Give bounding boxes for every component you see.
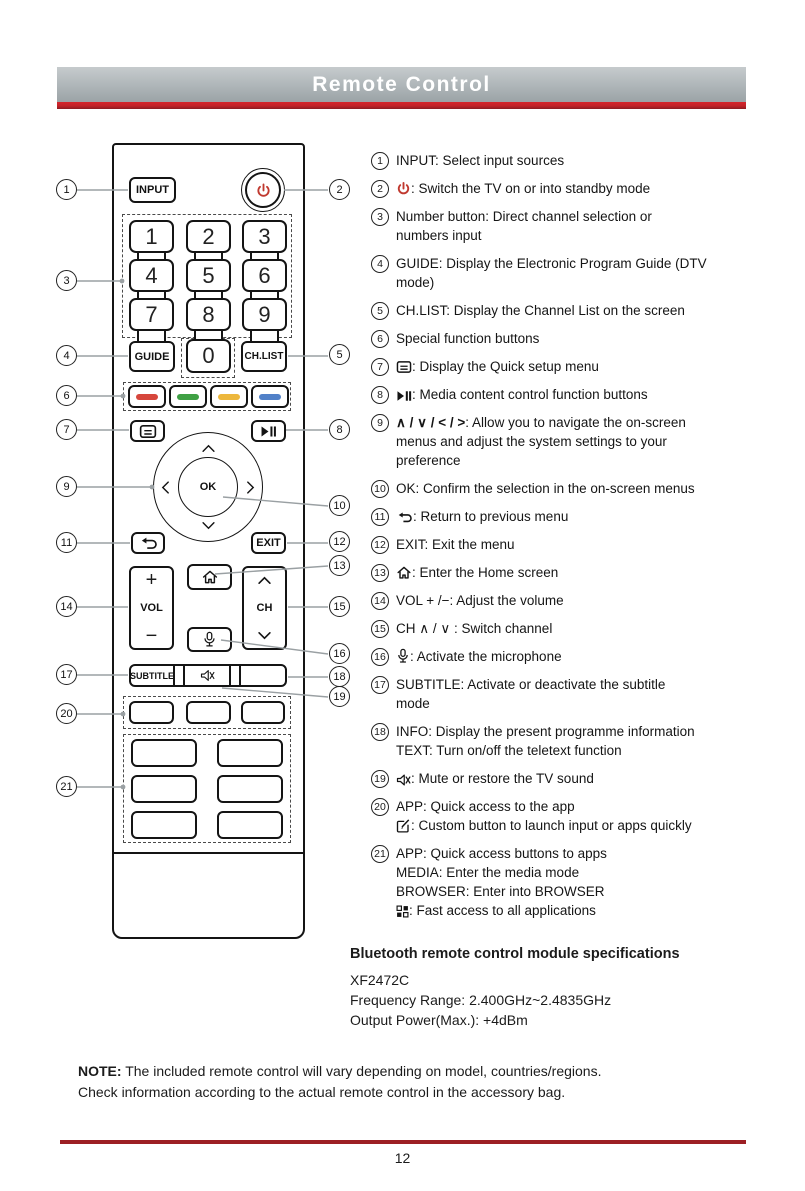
list-item: 6 Special function buttons [371,329,801,348]
remote-lower-divider [113,852,304,854]
home-button [187,564,232,590]
red-button [128,385,166,408]
mute-button [185,666,229,685]
list-item: 1 INPUT: Select input sources [371,151,801,170]
callout-16: 16 [329,643,350,664]
callout-13: 13 [329,555,350,576]
digit-2-button: 2 [186,220,231,253]
list-item: 2 : Switch the TV on or into standby mode [371,179,801,198]
app-quick-button-1 [129,701,174,724]
list-item: 16 : Activate the microphone [371,647,801,666]
mic-icon [202,631,217,648]
digit-6-button: 6 [242,259,287,292]
exit-button: EXIT [251,532,286,554]
list-item: 19 : Mute or restore the TV sound [371,769,801,788]
digit-4-button: 4 [129,259,174,292]
callout-5: 5 [329,344,350,365]
callout-12: 12 [329,531,350,552]
media-button [217,739,283,767]
callout-3: 3 [56,270,77,291]
page-number: 12 [394,1150,411,1166]
header-red-rule [57,102,746,109]
subtitle-button: SUBTITLE [130,670,174,681]
digit-7-button: 7 [129,298,174,331]
power-button [245,172,281,208]
segment-divider [229,664,241,687]
bluetooth-specs [350,946,780,1030]
green-key-mark [177,394,199,400]
digit-8-button: 8 [186,298,231,331]
list-item: 14 VOL + /−: Adjust the volume [371,591,801,610]
custom-icon [396,818,411,833]
digit-3-button: 3 [242,220,287,253]
callout-15: 15 [329,596,350,617]
specs-power: Output Power(Max.): +4dBm [350,1012,528,1028]
nav-down-icon [201,521,216,530]
list-item: 18 INFO: Display the present programme information TEXT: Turn on/off the teletext function [371,722,801,760]
return-icon [396,511,413,524]
nav-up-icon [201,444,216,453]
info-text-button [241,666,285,685]
green-button [169,385,207,408]
ch-up-icon [257,576,272,585]
yellow-key-mark [218,394,240,400]
apps-grid-icon [396,905,409,918]
callout-19: 19 [329,686,350,707]
list-item: 4 GUIDE: Display the Electronic Program Guide (DTV mode) [371,254,801,292]
list-item: 3 Number button: Direct channel selection or numbers input [371,207,801,245]
red-key-mark [136,394,158,400]
list-item: 13 : Enter the Home screen [371,563,801,582]
digit-5-button: 5 [186,259,231,292]
digit-1-button: 1 [129,220,174,253]
callout-4: 4 [56,345,77,366]
home-icon [396,565,412,580]
vol-label: VOL [140,602,163,614]
list-item: 8 : Media content control function buttons [371,385,801,404]
vol-plus-label: + [145,569,158,591]
callout-6: 6 [56,385,77,406]
list-item: 7 : Display the Quick setup menu [371,357,801,376]
power-icon [396,181,411,196]
callout-1: 1 [56,179,77,200]
callout-20: 20 [56,703,77,724]
blue-key-mark [259,394,281,400]
ch-label: CH [256,602,273,614]
nav-left-icon [161,480,170,495]
section-header-bar [57,67,746,102]
segment-divider [173,664,185,687]
app-extra-button-2 [217,811,283,839]
channel-rocker [242,566,287,650]
page-title: Remote Control [312,72,491,96]
nav-right-icon [246,480,255,495]
mic-button [187,627,232,652]
vol-minus-label: − [145,625,158,647]
specs-frequency: Frequency Range: 2.400GHz~2.4835GHz [350,992,612,1008]
home-icon [201,569,219,585]
list-item: 20 APP: Quick access to the app : Custom button to launch input or apps quickly [371,797,801,835]
mute-icon [200,669,215,682]
list-item: 11 : Return to previous menu [371,507,801,526]
callout-17: 17 [56,664,77,685]
play-pause-icon [396,390,412,402]
callout-10: 10 [329,495,350,516]
digit-0-button: 0 [186,339,231,373]
apps-grid-button [217,775,283,803]
blue-button [251,385,289,408]
list-item: 17 SUBTITLE: Activate or deactivate the subtitle mode [371,675,801,713]
list-item: 12 EXIT: Exit the menu [371,535,801,554]
callout-21: 21 [56,776,77,797]
callout-7: 7 [56,419,77,440]
callout-14: 14 [56,596,77,617]
callout-18: 18 [329,666,350,687]
subtitle-mute-row [129,664,287,687]
callout-9: 9 [56,476,77,497]
mic-icon [396,648,410,664]
power-icon [255,182,272,199]
list-item: 15 CH ∧ / ∨ : Switch channel [371,619,801,638]
app-quick-button-2 [186,701,231,724]
input-button: INPUT [129,177,176,203]
callout-2: 2 [329,179,350,200]
ok-button: OK [178,457,238,517]
quick-menu-icon [139,424,157,439]
note-block: NOTE: The included remote control will vary depending on model, countries/regions. Check information according to the actual remote control in the accessory bag. [78,1063,602,1100]
chlist-button: CH.LIST [241,341,287,372]
mute-icon [396,774,411,786]
quick-menu-icon [396,360,412,374]
custom-button [241,701,285,724]
list-item: 21 APP: Quick access buttons to apps MEDIA: Enter the media mode BROWSER: Enter into BROWSER : Fast access to all applications [371,844,801,920]
callout-11: 11 [56,532,77,553]
footer-red-rule [60,1140,746,1144]
yellow-button [210,385,248,408]
list-item: 9 ∧ / ∨ / < / >: Allow you to navigate the on-screen menus and adjust the system settings to your preference [371,413,801,470]
guide-button: GUIDE [129,341,175,372]
power-button-ring [241,168,285,212]
quick-menu-button [130,420,165,442]
play-pause-icon [260,425,277,438]
browser-button [131,775,197,803]
play-pause-button [251,420,286,442]
description-list [371,151,801,929]
note-label: NOTE: [78,1063,122,1079]
return-button [131,532,165,554]
list-item: 5 CH.LIST: Display the Channel List on the screen [371,301,801,320]
app-extra-button-1 [131,811,197,839]
list-item: 10 OK: Confirm the selection in the on-screen menus [371,479,801,498]
nav-arrows-glyphs: ∧ / ∨ / < / > [396,415,466,430]
volume-rocker [129,566,174,650]
digit-9-button: 9 [242,298,287,331]
return-icon [139,536,158,551]
specs-model: XF2472C [350,972,410,988]
ch-down-icon [257,631,272,640]
specs-heading: Bluetooth remote control module specifications [350,946,680,962]
callout-8: 8 [329,419,350,440]
app-button [131,739,197,767]
